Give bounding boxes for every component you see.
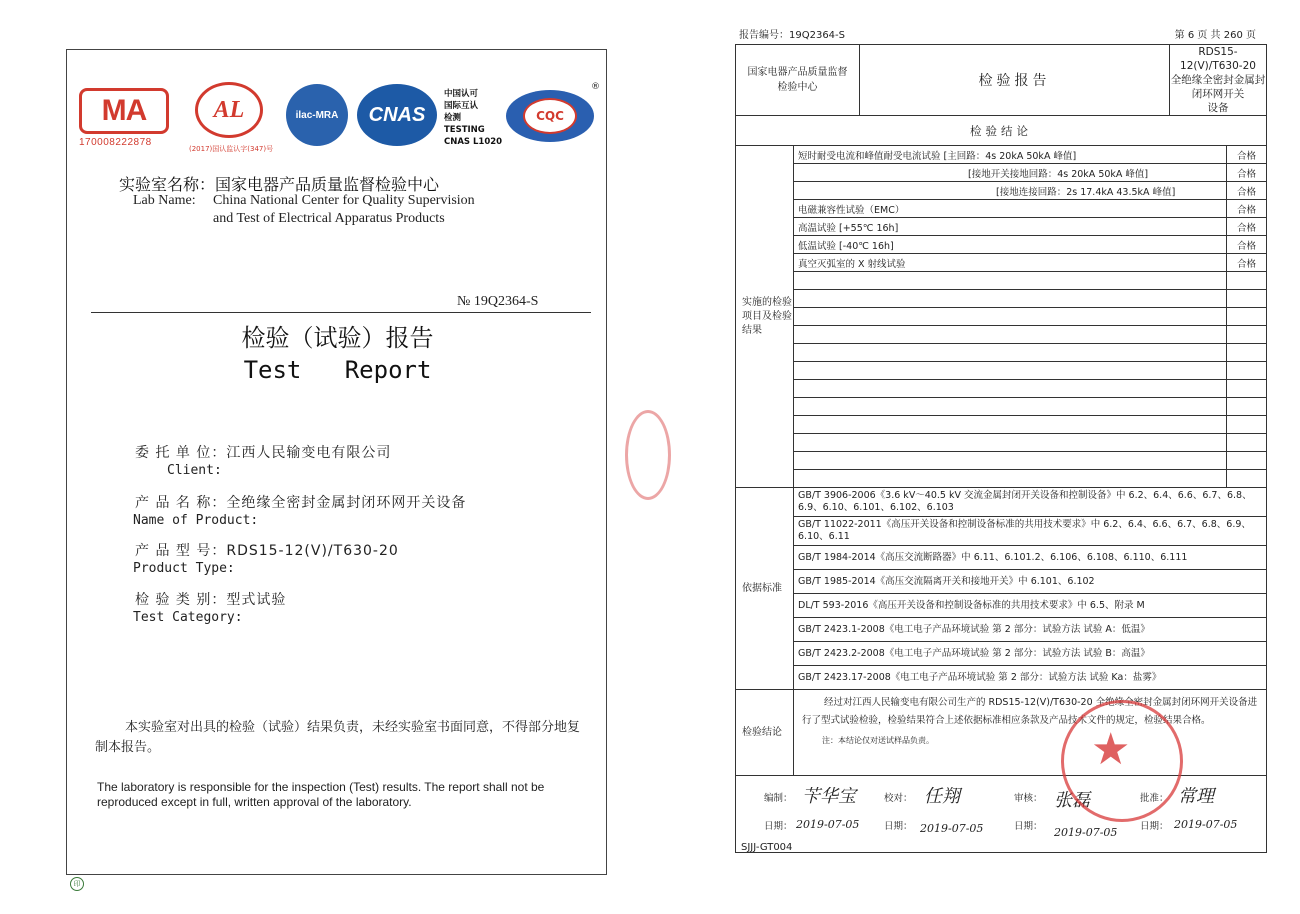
approved-label: 批准： (1140, 793, 1169, 804)
cma-mark: MA (79, 88, 169, 134)
product-type-label-en: Product Type: (133, 561, 235, 576)
cal-mark: AL (195, 82, 263, 138)
cqc-mark: CQC (523, 98, 577, 134)
standard-item: GB/T 3906-2006《3.6 kV～40.5 kV 交流金属封闭开关设备和控制设备》中 6.2、6.4、6.6、6.7、6.8、6.9、6.10、6.101、6.102、6.103 (794, 488, 1267, 517)
item-text: [接地开关接地回路：4s 20kA 50kA 峰值] (794, 164, 1227, 182)
product-name-field: 产 品 名 称：全绝缘全密封金属封闭环网开关设备 (135, 495, 467, 511)
empty-row (794, 344, 1227, 362)
reviewed-label: 审核： (1014, 793, 1043, 804)
empty-row (794, 308, 1227, 326)
test-category-label-en: Test Category: (133, 610, 243, 625)
report-number: 报告编号：19Q2364-S (739, 30, 846, 41)
lab-name-cn: 实验室名称：国家电器产品质量监督检验中心 (119, 175, 440, 194)
header-org-line: 检验中心 (777, 82, 818, 93)
client-label-en: Client: (167, 463, 222, 478)
divider (91, 312, 591, 313)
standard-item: GB/T 2423.2-2008《电工电子产品环境试验 第 2 部分：试验方法 试验 B：高温》 (794, 642, 1267, 666)
empty-row (794, 362, 1227, 380)
product-type-field: 产 品 型 号：RDS15-12(V)/T630-20 (135, 543, 399, 559)
verdict-cell (794, 690, 1267, 776)
cover-page (66, 49, 607, 875)
header-title: 检验报告 (860, 45, 1170, 116)
item-text: 高温试验 [+55℃ 16h] (794, 218, 1227, 236)
lab-name-en-line1: China National Center for Quality Supervision (213, 193, 475, 208)
item-text: [接地连接回路：2s 17.4kA 43.5kA 峰值] (794, 182, 1227, 200)
header-org-line: 国家电器产品质量监督 (747, 67, 848, 78)
empty-row (794, 434, 1227, 452)
form-code: SJJJ-GT004 (741, 842, 793, 853)
empty-cell (1227, 470, 1267, 488)
empty-cell (1227, 398, 1267, 416)
item-result: 合格 (1227, 218, 1267, 236)
verdict-section-label: 检验结论 (736, 690, 794, 776)
cma-logo (79, 88, 171, 148)
disclaimer-en: The laboratory is responsible for the inspection (Test) results. The report shall not be reproduced except in full, written approval of the laboratory. (97, 780, 545, 809)
empty-row (794, 290, 1227, 308)
cnas-line: 中国认可 (444, 89, 479, 99)
lab-name-en-line2: and Test of Electrical Apparatus Products (213, 211, 445, 226)
reviewed-signature: 张磊 (1054, 790, 1090, 811)
item-result: 合格 (1227, 236, 1267, 254)
conclusion-table (735, 44, 1267, 853)
empty-cell (1227, 380, 1267, 398)
approved-signature: 常理 (1178, 786, 1214, 807)
cnas-line: TESTING (444, 125, 485, 135)
checked-label: 校对： (884, 793, 913, 804)
header-product-line: 全绝缘全密封金属封闭环网开关 (1170, 74, 1266, 100)
conclusion-page (733, 24, 1268, 860)
cqc-logo (506, 90, 594, 142)
verdict-text: 经过对江西人民输变电有限公司生产的 RDS15-12(V)/T630-20 全绝缘全密封金属封闭环网开关设备进行了型式试验检验，检验结果符合上述依据标准相应条款及产品技术文件的规定，检验结果合格。 (802, 697, 1258, 726)
verdict-note: 注：本结论仅对送试样品负责。 (822, 736, 934, 745)
empty-row (794, 326, 1227, 344)
reviewed-date: 2019-07-05 (1054, 826, 1118, 839)
header-product-line: 设备 (1207, 102, 1229, 114)
empty-row (794, 416, 1227, 434)
standard-item: GB/T 1984-2014《高压交流断路器》中 6.11、6.101.2、6.106、6.108、6.110、6.111 (794, 546, 1267, 570)
compiled-signature: 苄华宝 (802, 786, 856, 807)
empty-cell (1227, 272, 1267, 290)
approved-date: 2019-07-05 (1174, 818, 1238, 831)
empty-cell (1227, 308, 1267, 326)
test-category-field: 检 验 类 别：型式试验 (135, 592, 287, 608)
cnas-line: CNAS L1020 (444, 137, 503, 147)
cal-logo (189, 82, 274, 154)
items-section-label: 实施的检验项目及检验结果 (736, 146, 794, 488)
print-mark-icon: 印 (70, 877, 84, 891)
empty-cell (1227, 416, 1267, 434)
item-result: 合格 (1227, 182, 1267, 200)
product-name-label-en: Name of Product: (133, 513, 259, 528)
cma-number: 170008222878 (79, 137, 152, 148)
seal-star-icon: ★ (1091, 724, 1131, 775)
empty-row (794, 398, 1227, 416)
cnas-caption (444, 88, 502, 148)
header-org (736, 45, 860, 116)
page-indicator: 第 6 页 共 260 页 (1174, 30, 1256, 41)
disclaimer-cn: 本实验室对出具的检验（试验）结果负责，未经实验室书面同意，不得部分地复制本报告。 (95, 720, 581, 755)
compiled-date: 2019-07-05 (796, 818, 860, 831)
standard-item: DL/T 593-2016《高压开关设备和控制设备标准的共用技术要求》中 6.5、附录 M (794, 594, 1267, 618)
report-title-cn: 检验（试验）报告 (241, 324, 434, 352)
seal-fragment (625, 410, 671, 500)
item-result: 合格 (1227, 200, 1267, 218)
report-number: № 19Q2364-S (457, 294, 539, 309)
item-text: 真空灭弧室的 X 射线试验 (794, 254, 1227, 272)
date-label: 日期： (1014, 821, 1043, 832)
standard-item: GB/T 2423.17-2008《电工电子产品环境试验 第 2 部分：试验方法 试验 Ka：盐雾》 (794, 666, 1267, 690)
empty-row (794, 470, 1227, 488)
empty-cell (1227, 362, 1267, 380)
empty-cell (1227, 290, 1267, 308)
empty-cell (1227, 434, 1267, 452)
accreditation-logos (79, 80, 599, 160)
report-title-en: Test Report (243, 356, 432, 384)
client-field: 委 托 单 位：江西人民输变电有限公司 (135, 445, 392, 461)
header-model: RDS15-12(V)/T630-20 (1180, 46, 1256, 72)
item-text: 低温试验 [-40℃ 16h] (794, 236, 1227, 254)
item-result: 合格 (1227, 164, 1267, 182)
standards-section-label: 依据标准 (736, 488, 794, 690)
item-result: 合格 (1227, 146, 1267, 164)
empty-row (794, 380, 1227, 398)
date-label: 日期： (764, 821, 793, 832)
standard-item: GB/T 11022-2011《高压开关设备和控制设备标准的共用技术要求》中 6.2、6.4、6.6、6.7、6.8、6.9、6.10、6.11 (794, 517, 1267, 546)
empty-cell (1227, 452, 1267, 470)
cal-number: (2017)国认监认字(347)号 (189, 145, 274, 153)
standard-item: GB/T 2423.1-2008《电工电子产品环境试验 第 2 部分：试验方法 试验 A：低温》 (794, 618, 1267, 642)
ilac-mra-logo: ilac-MRA (286, 84, 348, 146)
item-result: 合格 (1227, 254, 1267, 272)
empty-row (794, 272, 1227, 290)
date-label: 日期： (884, 821, 913, 832)
signature-block (736, 776, 1267, 853)
item-text: 短时耐受电流和峰值耐受电流试验 [主回路：4s 20kA 50kA 峰值] (794, 146, 1227, 164)
compiled-label: 编制： (764, 793, 793, 804)
cnas-line: 国际互认 (444, 101, 479, 111)
standard-item: GB/T 1985-2014《高压交流隔离开关和接地开关》中 6.101、6.102 (794, 570, 1267, 594)
registered-mark: ® (591, 82, 600, 92)
lab-name-en-label: Lab Name: (133, 193, 196, 208)
checked-date: 2019-07-05 (920, 822, 984, 835)
checked-signature: 任翔 (924, 786, 960, 807)
date-label: 日期： (1140, 821, 1169, 832)
empty-cell (1227, 326, 1267, 344)
conclusion-heading: 检验结论 (736, 116, 1267, 146)
item-text: 电磁兼容性试验（EMC） (794, 200, 1227, 218)
empty-row (794, 452, 1227, 470)
header-product (1170, 45, 1267, 116)
empty-cell (1227, 344, 1267, 362)
cnas-line: 检测 (444, 113, 462, 123)
cnas-logo: CNAS (357, 84, 437, 146)
